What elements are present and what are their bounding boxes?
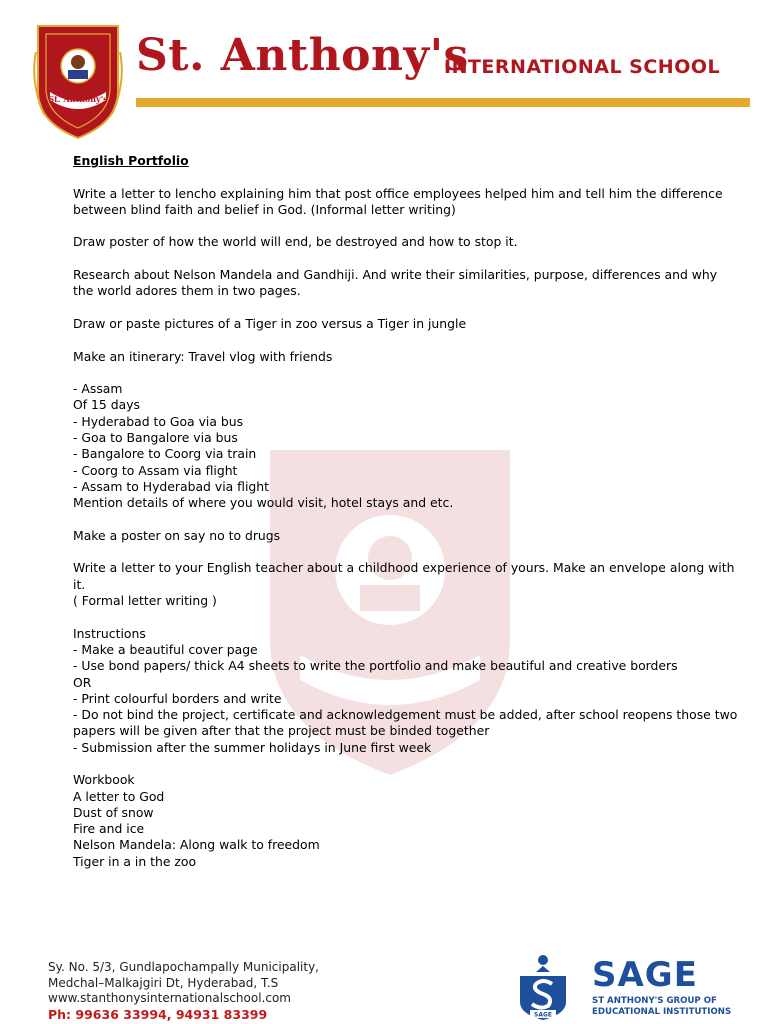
school-name: St. Anthony's [136,30,469,81]
list-item: Nelson Mandela: Along walk to freedom [73,837,320,853]
sage-name: SAGE [592,955,698,995]
task-research: Research about Nelson Mandela and Gandhiji. And write their similarities, purpose, differences and why the world adores them in two pages. [73,267,718,299]
address-line: Sy. No. 5/3, Gundlapochampally Municipality, [48,960,319,974]
list-item: Tiger in a in the zoo [73,853,197,869]
list-item: Mention details of where you would visit, hotel stays and etc. [73,495,454,511]
list-item: - Submission after the summer holidays in June first week [73,739,432,755]
task-itinerary: Make an itinerary: Travel vlog with friends [73,348,333,364]
task-lencho-letter: Write a letter to lencho explaining him that post office employees helped him and tell him the difference between blind faith and belief in God. (Informal letter writing) [73,185,723,217]
phone-numbers: Ph: 99636 33994, 94931 83399 [48,1006,268,1022]
task-teacher-letter: Write a letter to your English teacher about a childhood experience of yours. Make an envelope along with it. [73,560,735,592]
header-gold-bar [136,98,750,107]
page-title: English Portfolio [73,153,189,168]
task-drugs-poster: Make a poster on say no to drugs [73,527,281,543]
list-item: - Assam [73,381,123,397]
footer-address [48,960,319,1022]
school-crest-icon [30,22,126,140]
sage-logo-text: SAGE [534,1011,552,1019]
document-body [73,153,738,870]
list-item: - Goa to Bangalore via bus [73,430,238,446]
address-line: Medchal–Malkajgiri Dt, Hyderabad, T.S [48,975,279,990]
task-tiger-pictures: Draw or paste pictures of a Tiger in zoo versus a Tiger in jungle [73,315,467,331]
list-item: - Assam to Hyderabad via flight [73,478,269,494]
sage-subtitle: ST ANTHONY'S GROUP OF EDUCATIONAL INSTITUTIONS [592,996,732,1017]
school-subtitle: INTERNATIONAL SCHOOL [444,56,721,78]
list-item: - Make a beautiful cover page [73,641,258,657]
sage-logo-icon [516,952,570,1022]
list-item: - Coorg to Assam via flight [73,462,238,478]
list-item: - Do not bind the project, certificate and acknowledgement must be added, after school reopens those two papers will be given after that the project must be binded together [73,707,738,739]
task-world-poster: Draw poster of how the world will end, be destroyed and how to stop it. [73,234,518,250]
website-link[interactable]: www.stanthonysinternationalschool.com [48,991,291,1005]
list-item: Fire and ice [73,821,145,837]
list-item: Of 15 days [73,397,141,413]
list-item: - Use bond papers/ thick A4 sheets to write the portfolio and make beautiful and creative borders [73,658,678,674]
list-item: - Print colourful borders and write [73,690,282,706]
task-teacher-letter-note: ( Formal letter writing ) [73,593,217,609]
instructions-heading: Instructions [73,625,146,641]
list-item: OR [73,674,92,690]
letterhead [0,0,768,150]
list-item: - Hyderabad to Goa via bus [73,413,244,429]
crest-banner-text: St. Anthony's [48,94,108,104]
list-item: - Bangalore to Coorg via train [73,446,257,462]
workbook-heading: Workbook [73,772,135,788]
list-item: A letter to God [73,788,165,804]
list-item: Dust of snow [73,804,154,820]
